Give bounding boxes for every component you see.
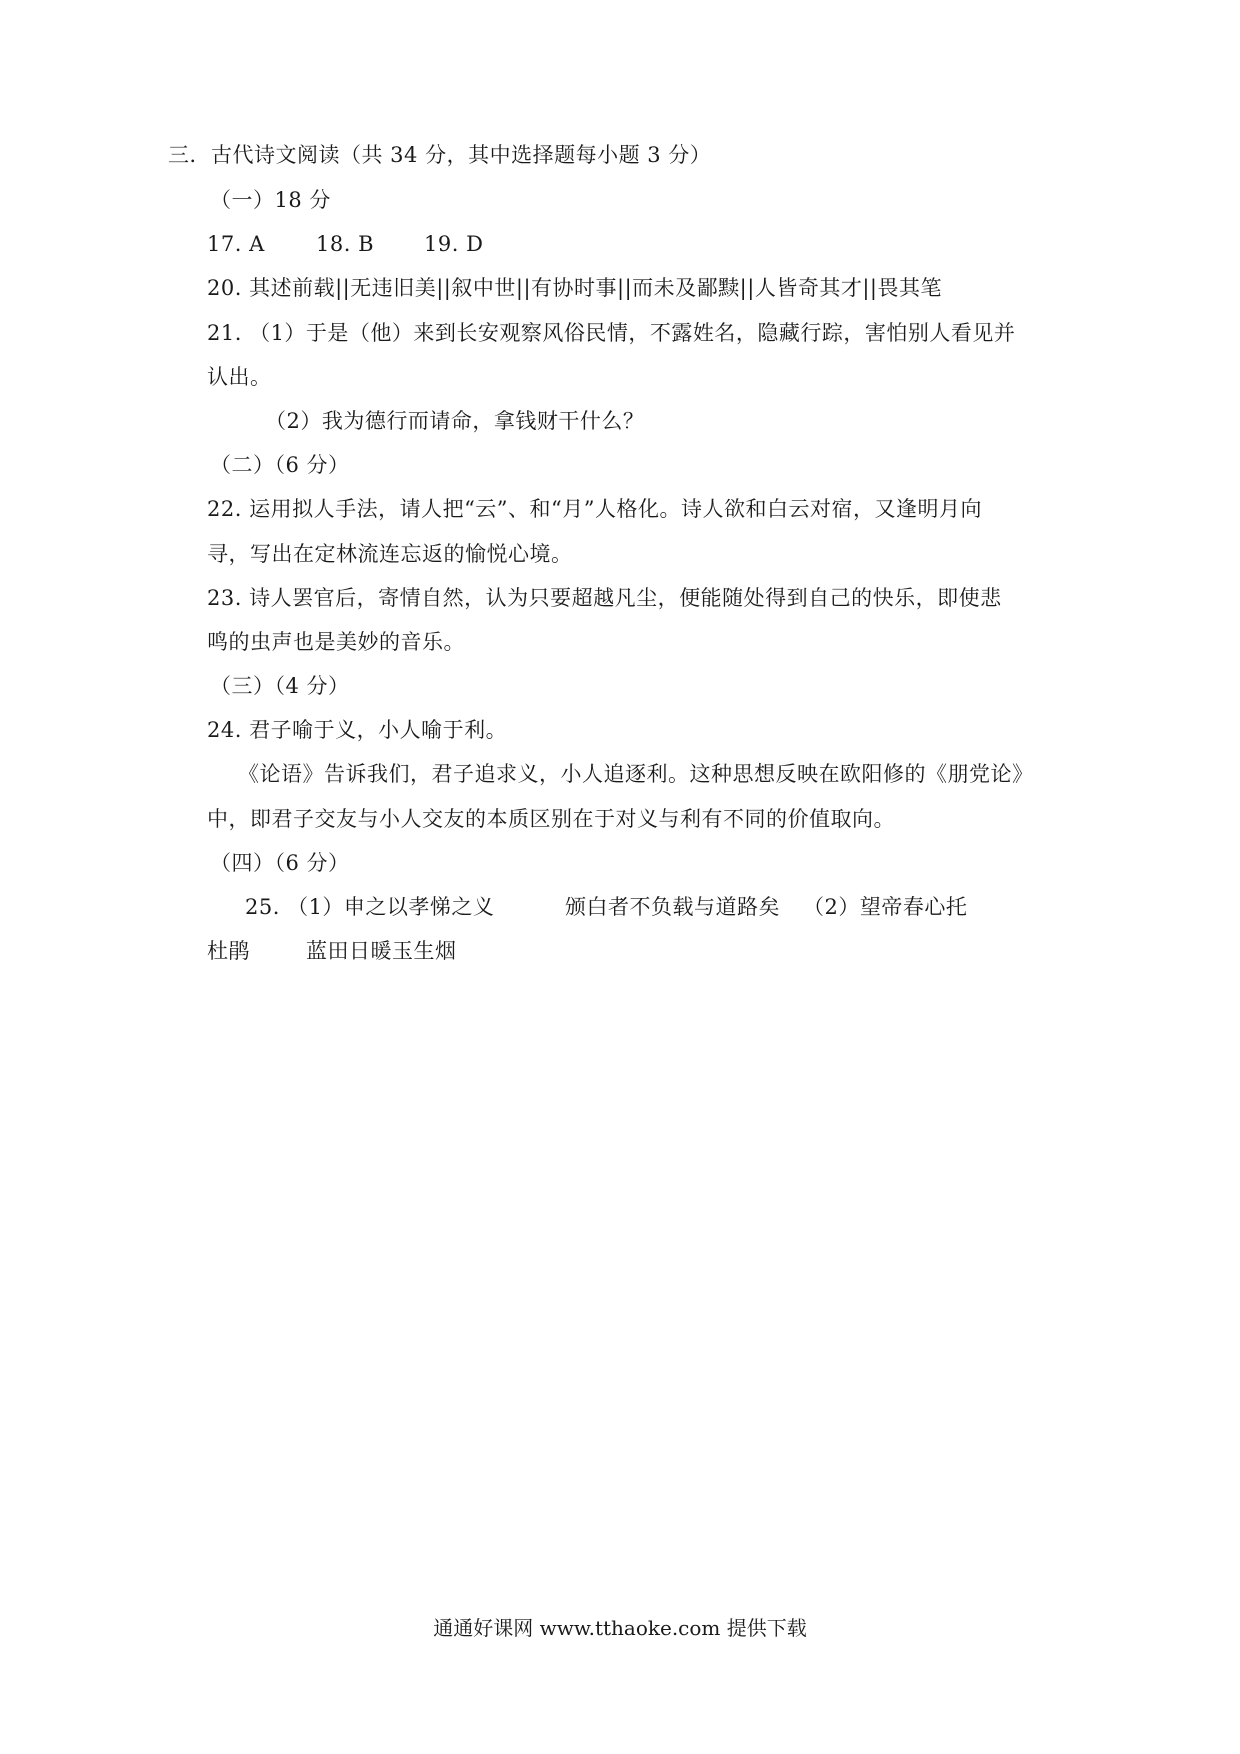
answer-22-line1: 22. 运用拟人手法，请人把“云”、和“月”人格化。诗人欲和白云对宿，又逢明月向 [207, 497, 983, 521]
part1-heading: （一）18 分 [210, 188, 331, 212]
answer-25-part-d: 杜鹃 [207, 939, 250, 963]
answer-24-explain-line1: 《论语》告诉我们，君子追求义，小人追逐利。这种思想反映在欧阳修的《朋党论》 [238, 762, 1034, 786]
answer-19: 19. D [424, 232, 484, 256]
answer-23-line1: 23. 诗人罢官后，寄情自然，认为只要超越凡尘，便能随处得到自己的快乐，即使悲 [207, 586, 1002, 610]
answer-21-2: （2）我为德行而请命，拿钱财干什么？ [265, 409, 645, 433]
answer-25-part-a: 25. （1）申之以孝悌之义 [245, 895, 495, 919]
answer-17: 17. A [207, 232, 265, 256]
answer-24-explain-line2: 中，即君子交友与小人交友的本质区别在于对义与利有不同的价值取向。 [207, 807, 895, 831]
answer-25-part-c: （2）望帝春心托 [803, 895, 968, 919]
answer-20: 20. 其述前载||无违旧美||叙中世||有协时事||而未及鄙黩||人皆奇其才||畏其笔 [207, 276, 942, 300]
section-heading: 三．古代诗文阅读（共 34 分，其中选择题每小题 3 分） [168, 143, 712, 167]
footer-source: 通通好课网 www.tthaoke.com 提供下载 [433, 1616, 807, 1640]
answer-21-1-line1: 21. （1）于是（他）来到长安观察风俗民情，不露姓名，隐藏行踪，害怕别人看见并 [207, 321, 1016, 345]
answer-18: 18. B [316, 232, 375, 256]
part4-heading: （四）（6 分） [210, 851, 350, 875]
answer-23-line2: 鸣的虫声也是美妙的音乐。 [207, 630, 465, 654]
answer-25-part-b: 颁白者不负载与道路矣 [565, 895, 780, 919]
answer-22-line2: 寻，写出在定林流连忘返的愉悦心境。 [207, 542, 573, 566]
part3-heading: （三）（4 分） [210, 674, 350, 698]
answer-24: 24. 君子喻于义，小人喻于利。 [207, 718, 508, 742]
answer-21-1-line2: 认出。 [207, 365, 272, 389]
part2-heading: （二）（6 分） [210, 453, 350, 477]
answer-25-part-e: 蓝田日暖玉生烟 [306, 939, 457, 963]
